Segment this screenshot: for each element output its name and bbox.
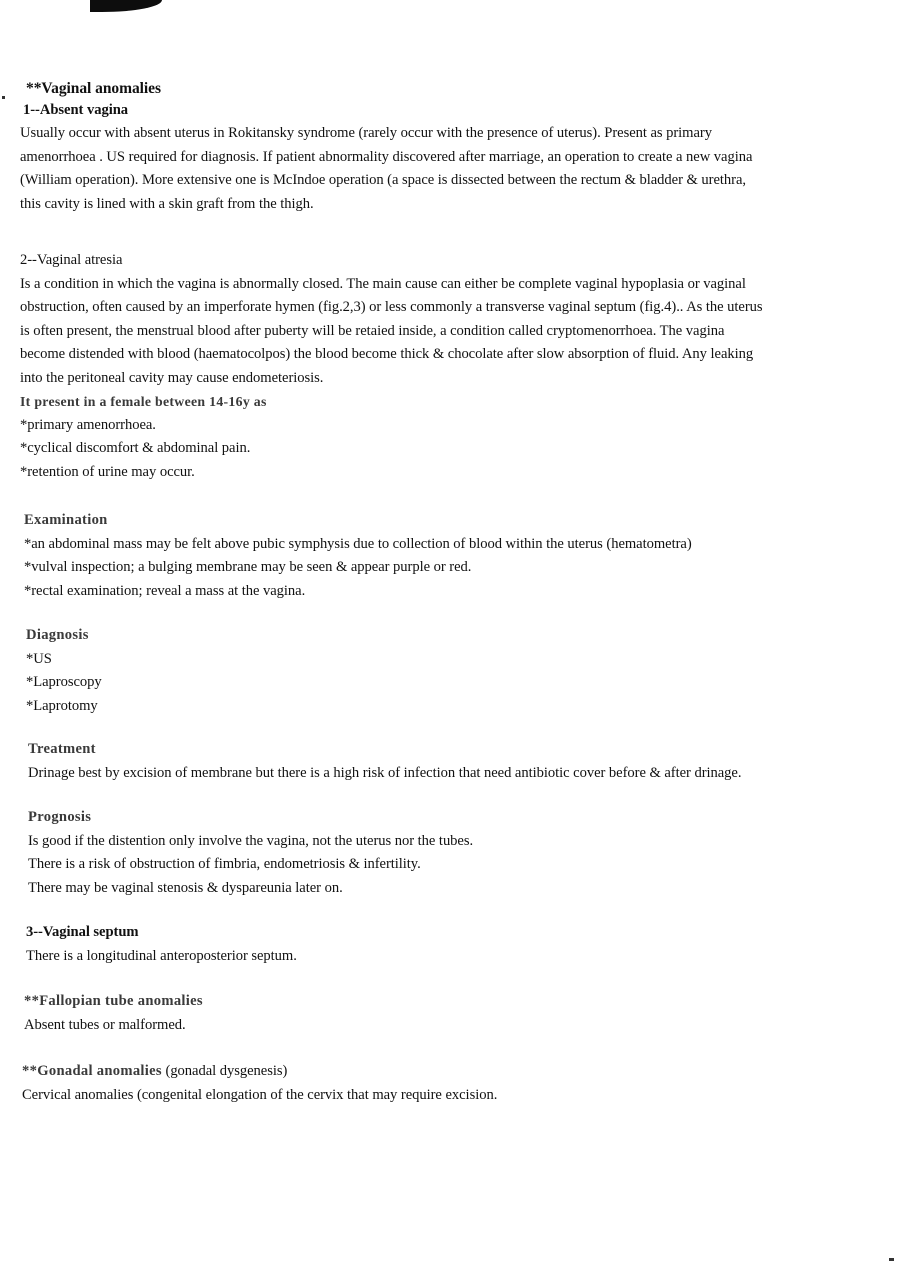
presentation-intro: It present in a female between 14-16y as [20, 394, 267, 409]
list-item: *retention of urine may occur. [20, 463, 195, 480]
list-item: *Laprotomy [26, 697, 98, 714]
heading-prognosis: Prognosis [28, 809, 92, 825]
section-diagnosis [26, 624, 886, 718]
list-item: *rectal examination; reveal a mass at the vagina. [24, 582, 306, 599]
text-line: Drinage best by excision of membrane but there is a high risk of infection that need antibiotic cover before & after drinage. [28, 764, 742, 781]
section-fallopian-tube-anomalies [24, 990, 884, 1037]
list-item: *primary amenorrhoea. [20, 416, 156, 433]
text-line: obstruction, often caused by an imperforate hymen (fig.2,3) or less commonly a transverse vaginal septum (fig.4).. As the uterus [20, 299, 763, 315]
list-item: *vulval inspection; a bulging membrane may be seen & appear purple or red. [24, 559, 472, 575]
scan-corner-mark [90, 0, 162, 12]
section-gonadal-anomalies [22, 1060, 882, 1107]
section-vaginal-anomalies [20, 77, 880, 216]
list-item: *an abdominal mass may be felt above pubic symphysis due to collection of blood within the uterus (hematometra) [24, 535, 692, 552]
heading-fallopian-tube-anomalies: **Fallopian tube anomalies [24, 993, 203, 1009]
text-line: There is a risk of obstruction of fimbria, endometriosis & infertility. [28, 856, 421, 872]
title-absent-vagina: 1--Absent vagina [23, 101, 129, 118]
text-line: Is a condition in which the vagina is abnormally closed. The main cause can either be complete vaginal hypoplasia or vaginal [20, 275, 746, 292]
text-line: (William operation). More extensive one is McIndoe operation (a space is dissected between the rectum & bladder & urethra, [20, 172, 746, 188]
section-treatment [28, 738, 888, 785]
text-line: Absent tubes or malformed. [24, 1016, 186, 1033]
heading-gonadal-rest: (gonadal dysgenesis) [161, 1063, 288, 1079]
heading-vaginal-anomalies: **Vaginal anomalies [26, 80, 161, 97]
text-line: amenorrhoea . US required for diagnosis. If patient abnormality discovered after marriage, an operation to create a new vagina [20, 148, 753, 165]
scan-footer-mark [889, 1258, 894, 1261]
section-vaginal-septum [26, 921, 886, 968]
title-vaginal-atresia: 2--Vaginal atresia [20, 252, 123, 268]
text-line: is often present, the menstrual blood after puberty will be retaied inside, a condition called cryptomenorrhoea. The vagina [20, 322, 725, 339]
text-line: become distended with blood (haematocolpos) the blood become thick & chocolate after slow absorption of fluid. Any leaking [20, 346, 754, 362]
text-line: Is good if the distention only involve the vagina, not the uterus nor the tubes. [28, 832, 474, 849]
title-vaginal-septum: 3--Vaginal septum [26, 924, 139, 940]
heading-examination: Examination [24, 512, 108, 528]
list-item: *cyclical discomfort & abdominal pain. [20, 440, 251, 456]
heading-gonadal-bold: **Gonadal anomalies [22, 1063, 162, 1079]
heading-diagnosis: Diagnosis [26, 627, 89, 643]
section-examination [24, 509, 884, 603]
scan-margin-mark [2, 96, 5, 99]
text-line: this cavity is lined with a skin graft from the thigh. [20, 195, 314, 212]
heading-gonadal-anomalies [22, 1060, 882, 1084]
list-item: *Laproscopy [26, 674, 102, 690]
text-line: There is a longitudinal anteroposterior septum. [26, 947, 297, 964]
text-line: Usually occur with absent uterus in Rokitansky syndrome (rarely occur with the presence of uterus). Present as primary [20, 125, 712, 141]
list-item: *US [26, 650, 52, 667]
text-line: Cervical anomalies (congenital elongation of the cervix that may require excision. [22, 1086, 498, 1103]
text-line: There may be vaginal stenosis & dyspareunia later on. [28, 879, 343, 896]
section-prognosis [28, 806, 888, 900]
heading-treatment: Treatment [28, 741, 96, 757]
section-vaginal-atresia [20, 249, 880, 484]
text-line: into the peritoneal cavity may cause endometeriosis. [20, 369, 324, 386]
